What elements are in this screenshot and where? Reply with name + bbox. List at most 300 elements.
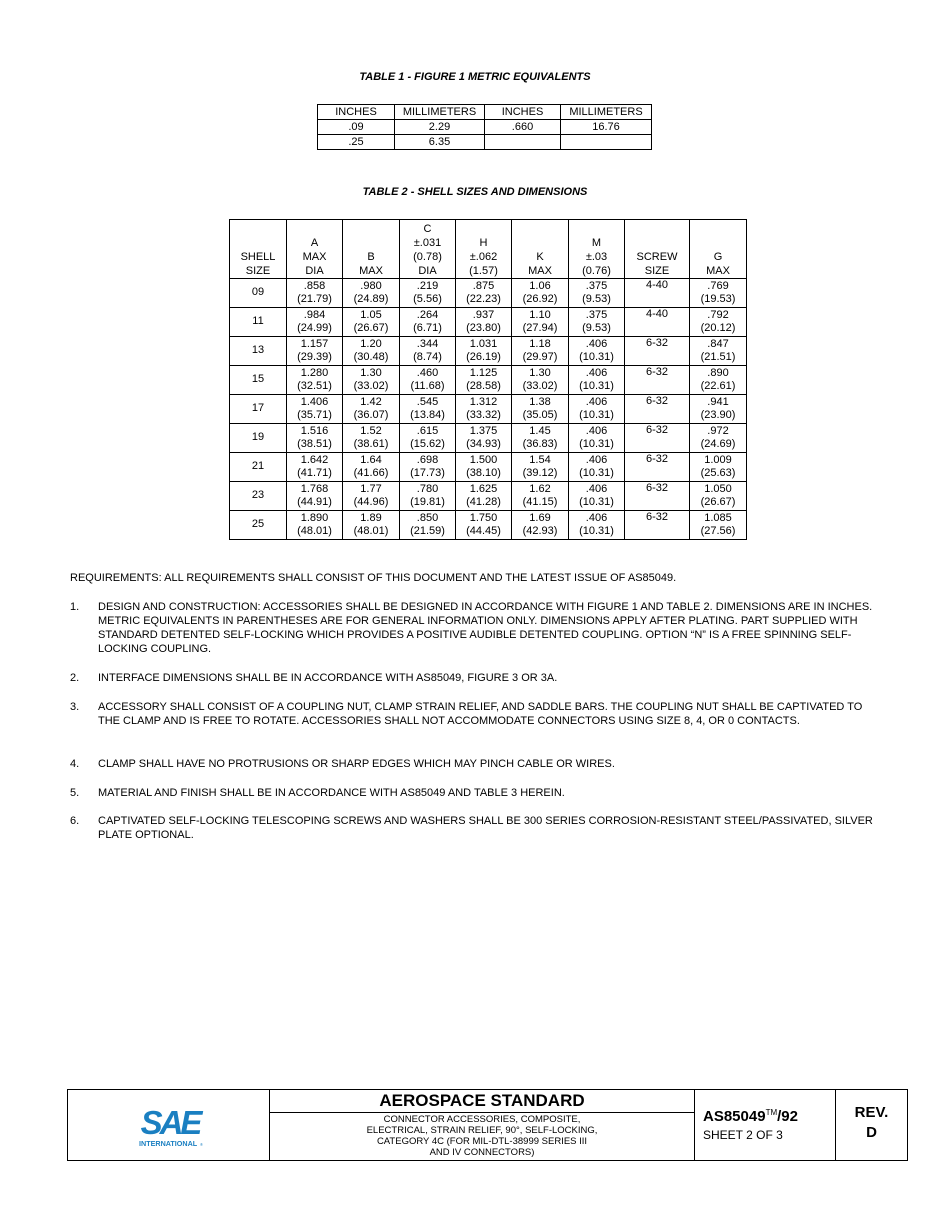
table-cell: 6-32 bbox=[625, 366, 690, 395]
header-cell bbox=[690, 220, 747, 279]
metric-value: (20.12) bbox=[700, 322, 736, 334]
description-line: CONNECTOR ACCESSORIES, COMPOSITE, bbox=[383, 1114, 581, 1125]
inch-value: 1.642 bbox=[300, 453, 329, 466]
requirement-number: 3. bbox=[70, 701, 80, 713]
description-line: ELECTRICAL, STRAIN RELIEF, 90°, SELF-LOCKING, bbox=[366, 1125, 598, 1136]
table-cell: 6.35 bbox=[395, 135, 485, 150]
metric-value: (26.19) bbox=[466, 351, 501, 363]
metric-value: (21.79) bbox=[297, 293, 332, 305]
inch-value: .698 bbox=[416, 453, 439, 466]
table-cell bbox=[287, 366, 343, 395]
inch-value: .406 bbox=[585, 337, 608, 350]
metric-value: (27.56) bbox=[700, 525, 736, 537]
metric-value: (32.51) bbox=[297, 380, 332, 392]
inch-value: 1.516 bbox=[300, 424, 329, 437]
inch-value: .344 bbox=[416, 337, 439, 350]
inch-value: .219 bbox=[416, 279, 439, 292]
table-cell bbox=[400, 482, 456, 511]
inch-value: 1.69 bbox=[529, 511, 551, 524]
header-line: (0.78) bbox=[413, 251, 442, 263]
metric-value: (41.66) bbox=[353, 467, 389, 479]
metric-value: (21.59) bbox=[410, 525, 445, 537]
inch-value: .460 bbox=[416, 366, 439, 379]
table-cell bbox=[287, 511, 343, 540]
requirement-text: INTERFACE DIMENSIONS SHALL BE IN ACCORDANCE WITH AS85049, FIGURE 3 OR 3A. bbox=[98, 672, 558, 684]
header-line: ±.031 bbox=[413, 237, 442, 249]
inch-value: 1.768 bbox=[300, 482, 329, 495]
table-header-row bbox=[230, 220, 747, 279]
metric-value: (30.48) bbox=[353, 351, 389, 363]
table-cell bbox=[287, 308, 343, 337]
inch-value: 1.280 bbox=[300, 366, 329, 379]
inch-value: .406 bbox=[585, 453, 608, 466]
metric-value: (11.68) bbox=[410, 380, 445, 392]
inch-value: 1.05 bbox=[360, 308, 382, 321]
header-line: H bbox=[479, 237, 488, 249]
requirement-number: 4. bbox=[70, 758, 80, 770]
metric-value: (35.71) bbox=[297, 409, 332, 421]
table-cell: 19 bbox=[230, 424, 287, 453]
inch-value: 1.62 bbox=[529, 482, 551, 495]
table-cell bbox=[456, 279, 512, 308]
header-cell: MILLIMETERS bbox=[561, 105, 652, 120]
inch-value: 1.77 bbox=[360, 482, 382, 495]
table-cell bbox=[287, 424, 343, 453]
table-cell bbox=[512, 511, 569, 540]
inch-value: 1.42 bbox=[360, 395, 382, 408]
inch-value: 1.64 bbox=[360, 453, 382, 466]
table-cell bbox=[569, 453, 625, 482]
shell-sizes-table bbox=[229, 219, 747, 540]
inch-value: .937 bbox=[472, 308, 495, 321]
requirement-number: 1. bbox=[70, 601, 80, 613]
table-cell bbox=[287, 453, 343, 482]
header-line: MAX bbox=[528, 265, 552, 277]
table-cell bbox=[400, 424, 456, 453]
logo-subtitle: INTERNATIONAL bbox=[139, 1139, 198, 1148]
metric-value: (33.02) bbox=[353, 380, 389, 392]
inch-value: .264 bbox=[416, 308, 439, 321]
inch-value: .875 bbox=[472, 279, 495, 292]
table-cell: .09 bbox=[318, 120, 395, 135]
table-cell bbox=[561, 135, 652, 150]
table-cell bbox=[569, 279, 625, 308]
table-cell bbox=[343, 279, 400, 308]
metric-value: (36.07) bbox=[353, 409, 389, 421]
table-cell bbox=[569, 366, 625, 395]
table-cell: 16.76 bbox=[561, 120, 652, 135]
header-line: DIA bbox=[418, 265, 437, 277]
header-line: ±.062 bbox=[469, 251, 498, 263]
inch-value: 1.890 bbox=[300, 511, 329, 524]
header-cell bbox=[230, 220, 287, 279]
metric-value: (10.31) bbox=[579, 496, 614, 508]
requirement-item bbox=[70, 757, 885, 771]
requirement-text: MATERIAL AND FINISH SHALL BE IN ACCORDANCE WITH AS85049 AND TABLE 3 HEREIN. bbox=[98, 787, 565, 799]
requirement-item bbox=[70, 671, 885, 685]
header-line: SHELL bbox=[240, 251, 276, 263]
metric-value: (38.51) bbox=[297, 438, 332, 450]
table-row bbox=[230, 424, 747, 453]
table-cell: .660 bbox=[485, 120, 561, 135]
table-cell: 25 bbox=[230, 511, 287, 540]
metric-value: (33.02) bbox=[522, 380, 558, 392]
table-row bbox=[230, 279, 747, 308]
header-cell bbox=[456, 220, 512, 279]
header-line: A bbox=[310, 237, 319, 249]
inch-value: .850 bbox=[416, 511, 439, 524]
table-row bbox=[230, 395, 747, 424]
metric-equivalents-table bbox=[317, 104, 652, 150]
table-cell bbox=[400, 366, 456, 395]
metric-value: (34.93) bbox=[466, 438, 501, 450]
revision-value: D bbox=[866, 1124, 877, 1141]
inch-value: .406 bbox=[585, 482, 608, 495]
inch-value: 1.312 bbox=[469, 395, 498, 408]
metric-value: (48.01) bbox=[353, 525, 389, 537]
table-cell: 6-32 bbox=[625, 453, 690, 482]
table-cell bbox=[512, 337, 569, 366]
table-row bbox=[230, 337, 747, 366]
metric-value: (24.89) bbox=[353, 293, 389, 305]
inch-value: 1.050 bbox=[704, 482, 732, 495]
table-cell bbox=[456, 366, 512, 395]
logo-wordmark: SAE bbox=[140, 1104, 200, 1141]
requirement-number: 5. bbox=[70, 787, 80, 799]
inch-value: .615 bbox=[416, 424, 439, 437]
inch-value: 1.18 bbox=[529, 337, 551, 350]
table-cell bbox=[343, 337, 400, 366]
requirement-text: ACCESSORY SHALL CONSIST OF A COUPLING NUT, CLAMP STRAIN RELIEF, AND SADDLE BARS. THE COUPLING NUT SHALL BE CAPTIVATED TO THE CLAMP AND IS FREE TO ROTATE. ACCESSORIES SHALL NOT ACCOMMODATE CONNECTORS USING SIZE 8, 4, OR 0 CONTACTS. bbox=[98, 701, 863, 727]
inch-value: .769 bbox=[707, 279, 729, 292]
table-cell bbox=[690, 482, 747, 511]
metric-value: (10.31) bbox=[579, 351, 614, 363]
metric-value: (35.05) bbox=[522, 409, 558, 421]
header-line: DIA bbox=[305, 265, 324, 277]
metric-value: (9.53) bbox=[582, 322, 611, 334]
inch-value: 1.30 bbox=[529, 366, 551, 379]
metric-value: (26.67) bbox=[353, 322, 389, 334]
table-cell bbox=[400, 453, 456, 482]
revision-label: REV. bbox=[854, 1104, 889, 1121]
header-cell: INCHES bbox=[318, 105, 395, 120]
table-cell bbox=[343, 482, 400, 511]
header-line: MAX bbox=[359, 265, 383, 277]
inch-value: .984 bbox=[303, 308, 326, 321]
table-cell bbox=[456, 511, 512, 540]
requirement-item bbox=[70, 700, 885, 728]
inch-value: 1.20 bbox=[360, 337, 382, 350]
table-cell: 6-32 bbox=[625, 395, 690, 424]
table2-caption: TABLE 2 - SHELL SIZES AND DIMENSIONS bbox=[362, 186, 588, 198]
inch-value: .858 bbox=[303, 279, 326, 292]
table-cell bbox=[343, 453, 400, 482]
metric-value: (28.58) bbox=[466, 380, 501, 392]
revision-cell bbox=[836, 1090, 907, 1160]
table-cell bbox=[287, 482, 343, 511]
table-cell bbox=[690, 424, 747, 453]
metric-value: (41.15) bbox=[522, 496, 558, 508]
table-cell bbox=[343, 366, 400, 395]
metric-value: (22.61) bbox=[700, 380, 736, 392]
inch-value: .375 bbox=[585, 308, 608, 321]
table-cell bbox=[400, 395, 456, 424]
document-number-cell bbox=[695, 1090, 836, 1160]
header-line: SIZE bbox=[245, 265, 271, 277]
requirement-number: 2. bbox=[70, 672, 80, 684]
table-cell bbox=[569, 337, 625, 366]
table-cell bbox=[690, 279, 747, 308]
table-row bbox=[230, 511, 747, 540]
requirement-number: 6. bbox=[70, 815, 80, 827]
inch-value: 1.52 bbox=[360, 424, 382, 437]
metric-value: (15.62) bbox=[410, 438, 445, 450]
inch-value: 1.30 bbox=[360, 366, 382, 379]
requirement-item bbox=[70, 786, 885, 800]
metric-value: (13.84) bbox=[410, 409, 445, 421]
metric-value: (44.96) bbox=[353, 496, 389, 508]
table-cell: 13 bbox=[230, 337, 287, 366]
table-cell bbox=[512, 279, 569, 308]
header-cell bbox=[400, 220, 456, 279]
metric-value: (10.31) bbox=[579, 380, 614, 392]
metric-value: (21.51) bbox=[700, 351, 736, 363]
header-line: K bbox=[536, 251, 544, 263]
header-line: SIZE bbox=[644, 265, 670, 277]
inch-value: 1.375 bbox=[469, 424, 498, 437]
table-cell bbox=[512, 482, 569, 511]
metric-value: (26.92) bbox=[522, 293, 558, 305]
table-cell bbox=[456, 482, 512, 511]
metric-value: (5.56) bbox=[413, 293, 442, 305]
inch-value: .406 bbox=[585, 511, 608, 524]
table-row bbox=[230, 308, 747, 337]
table-cell bbox=[512, 424, 569, 453]
table-cell bbox=[400, 279, 456, 308]
header-cell bbox=[343, 220, 400, 279]
requirement-text: CAPTIVATED SELF-LOCKING TELESCOPING SCREWS AND WASHERS SHALL BE 300 SERIES CORROSION-RESISTANT STEEL/PASSIVATED, SILVER PLATE OPTIONAL. bbox=[98, 815, 873, 841]
inch-value: .375 bbox=[585, 279, 608, 292]
table-cell bbox=[690, 308, 747, 337]
header-cell bbox=[625, 220, 690, 279]
header-line: MAX bbox=[706, 265, 730, 277]
description-line: CATEGORY 4C (FOR MIL-DTL-38999 SERIES III bbox=[376, 1136, 588, 1147]
trademark-mark: TM bbox=[765, 1108, 778, 1117]
metric-value: (33.32) bbox=[466, 409, 501, 421]
metric-value: (42.93) bbox=[522, 525, 558, 537]
metric-value: (29.97) bbox=[522, 351, 558, 363]
inch-value: 1.10 bbox=[529, 308, 551, 321]
inch-value: 1.625 bbox=[469, 482, 498, 495]
table-cell bbox=[512, 395, 569, 424]
table-cell bbox=[569, 308, 625, 337]
table-cell bbox=[343, 424, 400, 453]
header-cell bbox=[569, 220, 625, 279]
inch-value: .847 bbox=[707, 337, 729, 350]
inch-value: .972 bbox=[707, 424, 729, 437]
doc-prefix: AS85049 bbox=[703, 1108, 766, 1125]
inch-value: .780 bbox=[416, 482, 439, 495]
header-line: M bbox=[591, 237, 602, 249]
metric-value: (8.74) bbox=[413, 351, 442, 363]
table-cell bbox=[343, 395, 400, 424]
inch-value: 1.38 bbox=[529, 395, 551, 408]
sheet-number: SHEET 2 OF 3 bbox=[703, 1128, 783, 1142]
metric-value: (41.71) bbox=[297, 467, 332, 479]
metric-value: (23.80) bbox=[466, 322, 501, 334]
table-cell bbox=[456, 337, 512, 366]
header-line: MAX bbox=[302, 251, 327, 263]
table-cell bbox=[343, 511, 400, 540]
requirements-intro: REQUIREMENTS: ALL REQUIREMENTS SHALL CONSIST OF THIS DOCUMENT AND THE LATEST ISSUE OF AS85049. bbox=[70, 572, 677, 584]
document-number bbox=[703, 1108, 798, 1125]
table-cell bbox=[512, 366, 569, 395]
inch-value: .941 bbox=[707, 395, 729, 408]
table1-caption: TABLE 1 - FIGURE 1 METRIC EQUIVALENTS bbox=[359, 71, 591, 83]
requirement-item bbox=[70, 814, 885, 842]
metric-value: (19.81) bbox=[410, 496, 445, 508]
inch-value: 1.06 bbox=[529, 279, 551, 292]
requirement-item bbox=[70, 600, 885, 656]
inch-value: .406 bbox=[585, 424, 608, 437]
requirement-text: DESIGN AND CONSTRUCTION: ACCESSORIES SHALL BE DESIGNED IN ACCORDANCE WITH FIGURE 1 AND TABLE 2. DIMENSIONS ARE IN INCHES. METRIC EQUIVALENTS IN PARENTHESES ARE FOR GENERAL INFORMATION ONLY. DIMENSIONS APPLY AFTER PLATING. PART SUPPLIED WITH STANDARD DETENTED SELF-LOCKING WHICH PROVIDES A POSITIVE AUDIBLE DETENTED COUPLING. OPTION “N” IS A FREE SPINNING SELF-LOCKING COUPLING. bbox=[98, 601, 873, 655]
table-cell bbox=[569, 482, 625, 511]
table-cell bbox=[343, 308, 400, 337]
table-cell bbox=[400, 308, 456, 337]
logo-cell bbox=[68, 1090, 270, 1160]
inch-value: 1.031 bbox=[469, 337, 498, 350]
metric-value: (38.10) bbox=[466, 467, 501, 479]
metric-value: (24.99) bbox=[297, 322, 332, 334]
inch-value: .545 bbox=[416, 395, 439, 408]
sae-logo bbox=[136, 1104, 206, 1150]
table-cell: 6-32 bbox=[625, 511, 690, 540]
metric-value: (25.63) bbox=[700, 467, 736, 479]
table-cell: 15 bbox=[230, 366, 287, 395]
table-cell bbox=[287, 395, 343, 424]
metric-value: (39.12) bbox=[522, 467, 558, 479]
metric-value: (44.45) bbox=[466, 525, 501, 537]
table-cell bbox=[400, 511, 456, 540]
table-cell bbox=[512, 308, 569, 337]
header-line: G bbox=[713, 251, 723, 263]
metric-value: (44.91) bbox=[297, 496, 332, 508]
metric-value: (17.73) bbox=[410, 467, 445, 479]
inch-value: 1.500 bbox=[469, 453, 498, 466]
inch-value: .406 bbox=[585, 395, 608, 408]
table-row bbox=[230, 453, 747, 482]
inch-value: .890 bbox=[707, 366, 729, 379]
metric-value: (10.31) bbox=[579, 438, 614, 450]
metric-value: (10.31) bbox=[579, 409, 614, 421]
table-row bbox=[318, 135, 652, 150]
inch-value: .792 bbox=[707, 308, 729, 321]
table-cell bbox=[690, 366, 747, 395]
standard-description bbox=[270, 1114, 694, 1158]
metric-value: (36.83) bbox=[522, 438, 558, 450]
metric-value: (9.53) bbox=[582, 293, 611, 305]
metric-value: (48.01) bbox=[297, 525, 332, 537]
metric-value: (38.61) bbox=[353, 438, 389, 450]
table-cell: 6-32 bbox=[625, 482, 690, 511]
standard-title: AEROSPACE STANDARD bbox=[270, 1090, 694, 1113]
inch-value: 1.89 bbox=[360, 511, 382, 524]
metric-value: (29.39) bbox=[297, 351, 332, 363]
inch-value: 1.406 bbox=[300, 395, 329, 408]
table-cell bbox=[400, 337, 456, 366]
inch-value: 1.45 bbox=[529, 424, 551, 437]
table-cell bbox=[456, 453, 512, 482]
header-cell: MILLIMETERS bbox=[395, 105, 485, 120]
metric-value: (10.31) bbox=[579, 467, 614, 479]
table-cell bbox=[512, 453, 569, 482]
table-cell: 4-40 bbox=[625, 279, 690, 308]
standard-cell bbox=[270, 1090, 695, 1160]
table-cell: 2.29 bbox=[395, 120, 485, 135]
metric-value: (6.71) bbox=[413, 322, 442, 334]
header-cell bbox=[512, 220, 569, 279]
table-cell: 23 bbox=[230, 482, 287, 511]
inch-value: 1.085 bbox=[704, 511, 732, 524]
table-cell: 21 bbox=[230, 453, 287, 482]
title-block bbox=[67, 1089, 908, 1161]
header-line: ±.03 bbox=[585, 251, 608, 263]
table-cell bbox=[569, 511, 625, 540]
metric-value: (22.23) bbox=[466, 293, 501, 305]
table-cell bbox=[569, 395, 625, 424]
table-cell bbox=[569, 424, 625, 453]
table-cell bbox=[690, 337, 747, 366]
description-line: AND IV CONNECTORS) bbox=[429, 1147, 535, 1158]
table-cell: 11 bbox=[230, 308, 287, 337]
doc-suffix: /92 bbox=[777, 1108, 798, 1125]
inch-value: 1.750 bbox=[469, 511, 498, 524]
table-cell: 4-40 bbox=[625, 308, 690, 337]
table-cell bbox=[690, 453, 747, 482]
table-row bbox=[230, 482, 747, 511]
header-line: (1.57) bbox=[469, 265, 498, 277]
inch-value: 1.009 bbox=[704, 453, 732, 466]
table-cell: 09 bbox=[230, 279, 287, 308]
inch-value: .980 bbox=[360, 279, 382, 292]
table-row bbox=[230, 366, 747, 395]
table-cell: 6-32 bbox=[625, 337, 690, 366]
inch-value: .406 bbox=[585, 366, 608, 379]
table-header-row bbox=[318, 105, 652, 120]
header-line: SCREW bbox=[636, 251, 678, 263]
inch-value: 1.125 bbox=[469, 366, 498, 379]
inch-value: 1.157 bbox=[300, 337, 329, 350]
header-cell: INCHES bbox=[485, 105, 561, 120]
metric-value: (26.67) bbox=[700, 496, 736, 508]
metric-value: (19.53) bbox=[700, 293, 736, 305]
metric-value: (23.90) bbox=[700, 409, 736, 421]
table-cell bbox=[287, 279, 343, 308]
metric-value: (24.69) bbox=[700, 438, 736, 450]
table-cell bbox=[456, 424, 512, 453]
inch-value: 1.54 bbox=[529, 453, 551, 466]
metric-value: (10.31) bbox=[579, 525, 614, 537]
table-cell bbox=[456, 308, 512, 337]
table-cell bbox=[456, 395, 512, 424]
header-line: B bbox=[367, 251, 375, 263]
header-line: (0.76) bbox=[582, 265, 611, 277]
table-cell bbox=[287, 337, 343, 366]
table-cell: 17 bbox=[230, 395, 287, 424]
metric-value: (27.94) bbox=[522, 322, 558, 334]
logo-registered-mark: ® bbox=[200, 1142, 203, 1147]
metric-value: (41.28) bbox=[466, 496, 501, 508]
